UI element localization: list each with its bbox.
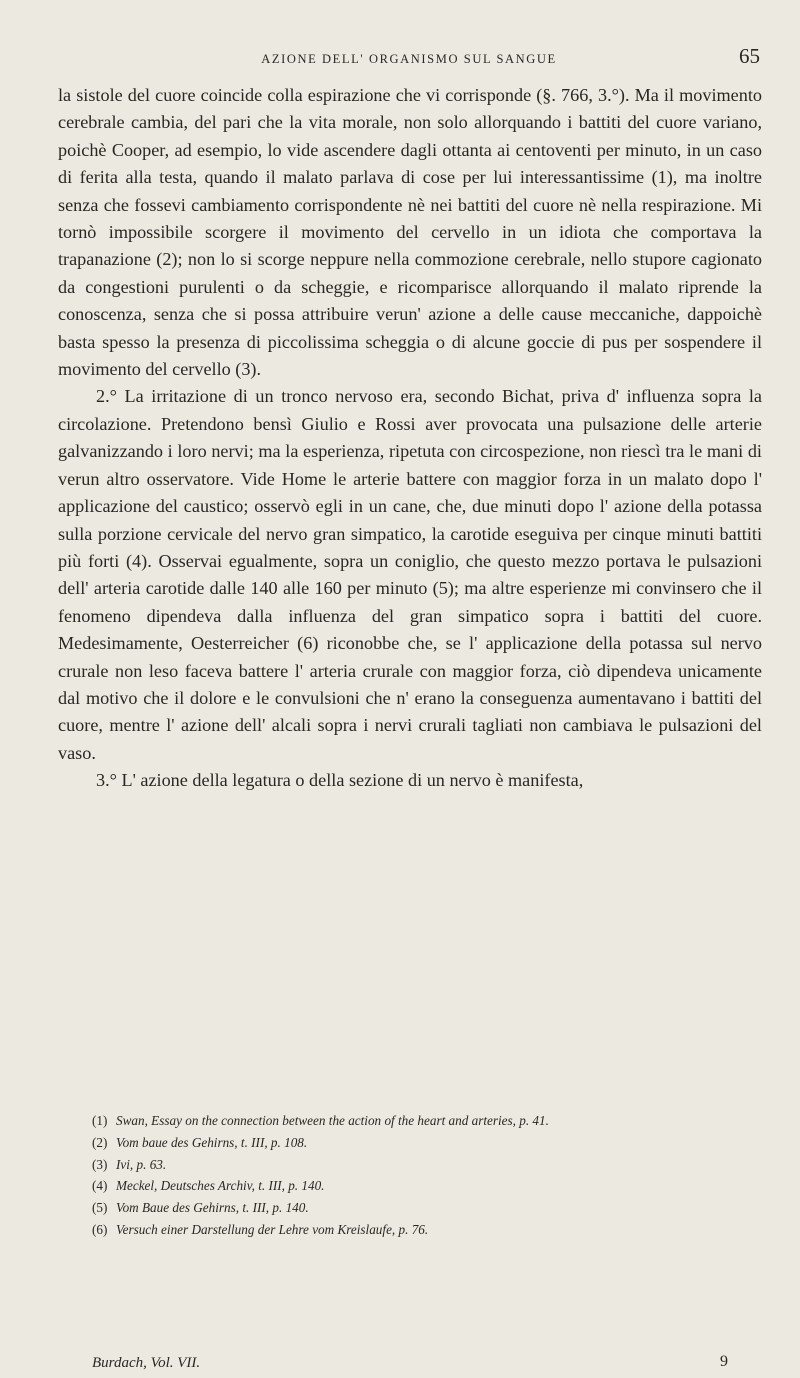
- footnote-text: Vom baue des Gehirns, t. III, p. 108.: [116, 1134, 308, 1150]
- footnote: [92, 1175, 760, 1197]
- paragraph: la sistole del cuore coincide colla espirazione che vi corrisponde (§. 766, 3.°). Ma il movimento cerebrale cambia, del pari che la vita morale, non solo allorquando i battiti del cuore variano, poichè Cooper, ad esempio, lo vide ascendere dagli ottanta ai centoventi per minuto, in un caso di ferita alla testa, quando il malato parlava di cose per lui interessantissime (1), ma inoltre senza che fossevi cambiamento corrispondente nè nei battiti del cuore nè nella respirazione. Mi tornò impossibile scorgere il movimento del cervello in un idiota che comportava la trapanazione (2); non lo si scorge neppure nella commozione cerebrale, nello stupore cagionato da congestioni purulenti o da scheggie, e ricomparisce allorquando il malato riprende la conoscenza, senza che si possa attribuire verun' azione a delle cause meccaniche, dappoichè basta spesso la presenza di piccolissima scheggia o di alcune goccie di pus per sospendere il movimento del cervello (3).: [58, 85, 762, 380]
- footnote-number: (1): [92, 1113, 108, 1128]
- footnote-text: Vom Baue des Gehirns, t. III, p. 140.: [116, 1200, 309, 1216]
- signature-mark: 9: [720, 1353, 728, 1370]
- running-head: AZIONE DELL' ORGANISMO SUL SANGUE: [261, 52, 557, 66]
- footnote-number: (2): [92, 1134, 108, 1150]
- footnote: [92, 1219, 760, 1241]
- footnote-text: Swan, Essay on the connection between the action of the heart and arteries, p. 41.: [116, 1113, 549, 1128]
- footnote: [92, 1132, 760, 1154]
- paragraph: 3.° L' azione della legatura o della sezione di un nervo è manifesta,: [96, 770, 584, 791]
- footnote-text: Versuch einer Darstellung der Lehre vom Kreislaufe, p. 76.: [116, 1221, 429, 1237]
- page-footer: [92, 1355, 760, 1372]
- page-header: [58, 44, 760, 74]
- footnotes: [92, 1110, 760, 1241]
- volume-line: Burdach, Vol. VII.: [92, 1355, 201, 1371]
- body-text: [58, 82, 762, 795]
- footnote-number: (4): [92, 1178, 108, 1194]
- page-number: 65: [739, 44, 760, 68]
- footnote-number: (6): [92, 1221, 108, 1237]
- footnote: [92, 1110, 760, 1132]
- paragraph: 2.° La irritazione di un tronco nervoso era, secondo Bichat, priva d' influenza sopra la circolazione. Pretendono bensì Giulio e Rossi aver provocata una pulsazione delle arterie galvanizzando i loro nervi; ma la esperienza, ripetuta con circospezione, non riescì tra le mani di verun altro osservatore. Vide Home le arterie battere con maggior forza in un malato dopo l' applicazione del caustico; osservò egli in un cane, che, due minuti dopo l' azione della potassa sulla porzione cervicale del nervo gran simpatico, la carotide eseguiva per cinque minuti battiti più forti (4). Osservai egualmente, sopra un coniglio, che questo mezzo portava le pulsazioni dell' arteria carotide dalle 140 alle 160 per minuto (5); ma altre esperienze mi convinsero che il fenomeno dipendeva dalla influenza del gran simpatico sopra i battiti del cuore. Medesimamente, Oesterreicher (6) riconobbe che, se l' applicazione della potassa sul nervo crurale non leso faceva battere l' arteria crurale con maggior forza, ciò dipendeva unicamente dal motivo che il dolore e le convulsioni che n' erano la conseguenza aumentavano i battiti del cuore, mentre l' azione dell' alcali sopra i nervi crurali tagliati non cambiava le pulsazioni del vaso.: [58, 386, 762, 763]
- footnote-number: (3): [92, 1156, 108, 1172]
- footnote-text: Meckel, Deutsches Archiv, t. III, p. 140.: [116, 1178, 325, 1194]
- footnote: [92, 1197, 760, 1219]
- footnote-text: Ivi, p. 63.: [116, 1156, 167, 1172]
- footnote: [92, 1154, 760, 1176]
- footnote-number: (5): [92, 1200, 108, 1216]
